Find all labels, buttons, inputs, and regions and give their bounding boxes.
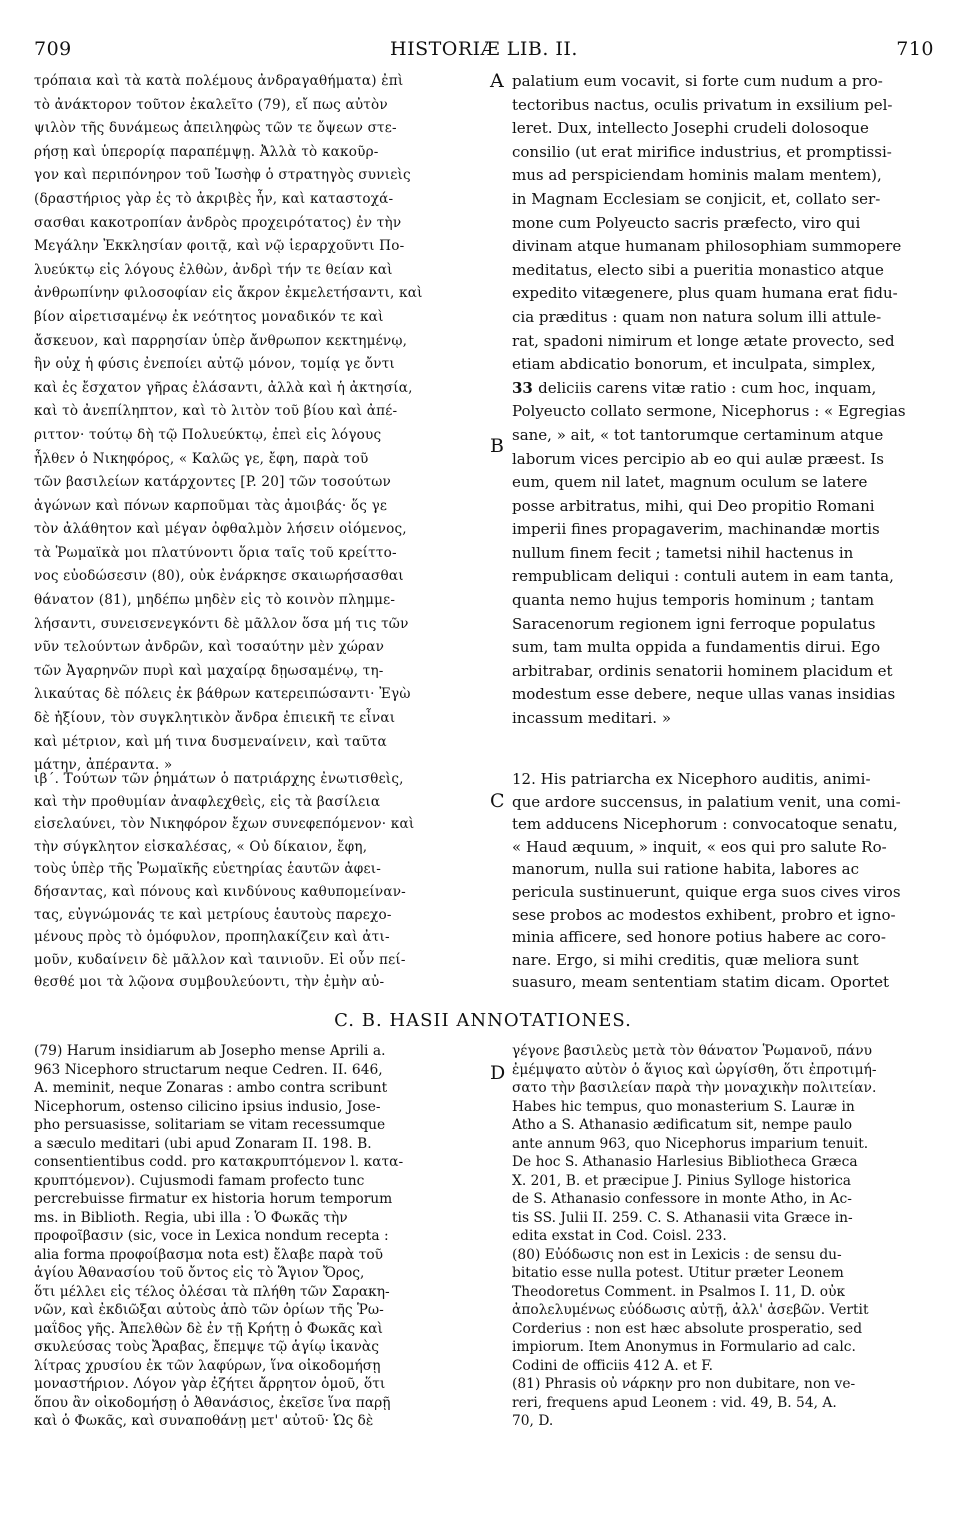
greek-text-line: θάνατον (81), μηδέπω μηδὲν εἰς τὸ κοινὸν πλημμε- xyxy=(34,592,396,609)
latin-text-line: sese probos ac modestos exhibent, probro et igno- xyxy=(512,905,896,924)
annotation-line: a sæculo meditari (ubi apud Zonaram II. 198. B. xyxy=(34,1135,372,1152)
greek-text-line: τῶν Ἀγαρηνῶν πυρὶ καὶ μαχαίρᾳ δῃωσαμένῳ, τη- xyxy=(34,662,384,679)
annotations-heading: C. B. HASII ANNOTATIONES. xyxy=(334,1010,632,1031)
greek-text-line: ἣν οὐχ ἡ φύσις ἐνεποίει αὐτῷ μόνον, τομίᾳ γε ὄντι xyxy=(34,356,395,373)
annotation-line: Theodoretus Comment. in Psalmos I. 11, D. οὐκ xyxy=(512,1283,846,1300)
annotation-line: ms. in Biblioth. Regia, ubi illa : Ὁ Φωκᾶς τὴν xyxy=(34,1209,348,1226)
latin-text-line: imperii fines propagaverim, machinandæ mortis xyxy=(512,520,880,539)
annotation-line: καὶ ὁ Φωκᾶς, καὶ συναποθάνῃ μετ' αὐτοῦ· Ὡς δὲ xyxy=(34,1413,374,1429)
annotation-line: (81) Phrasis οὐ νάρκην pro non dubitare, non ve- xyxy=(512,1376,856,1392)
annotation-line: tis SS. Julii II. 259. C. S. Athanasii vita Græce in- xyxy=(512,1209,853,1226)
latin-text-line: suasuro, meam sententiam statim dicam. Oportet xyxy=(512,973,890,992)
latin-text-line: sane, » ait, « tot tantorumque certaminum atque xyxy=(512,425,884,444)
annotation-line: Codini de officiis 412 A. et F. xyxy=(512,1357,714,1374)
greek-text-column-top xyxy=(34,70,486,778)
annotation-line: γέγονε βασιλεὺς μετὰ τὸν θάνατον Ῥωμανοῦ, πάνυ xyxy=(512,1043,873,1059)
latin-text-column-top xyxy=(512,70,934,731)
greek-text-line: τὸν ἀλάθητον καὶ μέγαν ὀφθαλμὸν λήσειν οἰόμενος, xyxy=(34,521,407,538)
latin-text-line: mone cum Polyeucto sacris præfecto, viro qui xyxy=(512,213,861,232)
greek-text-line: δήσαντας, καὶ πόνους καὶ κινδύνους καθυπομείναν- xyxy=(34,883,406,900)
greek-text-line: θεσθέ μοι τὰ λῷονα συμβουλεύοντι, τὴν ἐμὴν αὐ- xyxy=(34,974,385,991)
latin-text-line: expedito vitægenere, plus quam humana erat fidu- xyxy=(512,284,898,303)
annotation-line: Nicephorum, ostenso cilicino ipsius indusio, Jose- xyxy=(34,1098,381,1115)
annotation-line: 70, D. xyxy=(512,1413,554,1429)
latin-text-line: incassum meditari. » xyxy=(512,709,672,728)
latin-text-line: manorum, nulla sui ratione habita, labores ac xyxy=(512,860,860,879)
latin-text-line: 12. His patriarcha ex Nicephoro auditis, animi- xyxy=(512,770,871,788)
annotation-line: A. meminit, neque Zonaras : ambo contra scribunt xyxy=(34,1080,388,1096)
greek-text-line: καὶ μέτριον, καὶ μή τινα δυσμεναίνειν, καὶ ταῦτα xyxy=(34,733,387,750)
annotation-line: ante annum 963, quo Nicephorus imparium tenuit. xyxy=(512,1135,869,1152)
margin-marker-d: D xyxy=(490,1062,506,1084)
annotation-line: impiorum. Item Anonymus in Formulario ad calc. xyxy=(512,1339,856,1355)
latin-text-line: laborum vices percipio ab eo qui aulæ præest. Is xyxy=(512,449,884,468)
margin-marker-a: A xyxy=(490,70,504,92)
greek-text-line: ἄσκευον, καὶ παρρησίαν ὑπὲρ ἄνθρωπον κεκτημένῳ, xyxy=(34,332,408,349)
annotation-line: ἁγίου Ἀθανασίου τοῦ ὄντος εἰς τὸ Ἅγιον Ὄρος, xyxy=(34,1265,365,1281)
annotation-line: (80) Εὐόδωσις non est in Lexicis : de sensu du- xyxy=(512,1246,842,1263)
greek-text-line: (δραστήριος γὰρ ἐς τὸ ἀκριβὲς ἦν, καὶ καταστοχά- xyxy=(34,190,394,207)
greek-text-line: ριττον· τούτῳ δὴ τῷ Πολυεύκτῳ, ἐπεὶ εἰς λόγους xyxy=(34,426,382,443)
latin-text-line: Polyeucto collato sermone, Nicephorus : « Egregias xyxy=(512,402,906,421)
greek-text-line: ψιλὸν τῆς δυνάμεως ἀπειληφὼς τῶν τε ὄψεων στε- xyxy=(34,120,397,137)
greek-text-line: γον καὶ περιπόνηρον τοῦ Ἰωσὴφ ὁ στρατηγὸς συνιεὶς xyxy=(34,167,411,184)
latin-text-column-middle xyxy=(512,768,934,994)
annotation-line: consentientibus codd. pro κατακρυπτόμενον l. κατα- xyxy=(34,1154,404,1170)
greek-text-line: λυεύκτῳ εἰς λόγους ἐλθὼν, ἀνδρὶ τήν τε θείαν καὶ xyxy=(34,261,393,278)
latin-text-line: cia præditus : quam non natura solum illi attule- xyxy=(512,307,882,326)
annotation-line: X. 201, B. et præcipue J. Pinius Sylloge historica xyxy=(512,1172,852,1189)
annotation-line: Habes hic tempus, quo monasterium S. Lauræ in xyxy=(512,1098,855,1115)
annotation-line: προφοῖβασιν (sic, voce in Lexica nondum recepta : xyxy=(34,1228,389,1244)
greek-text-line: ρήσῃ καὶ ὑπερορίᾳ παραπέμψῃ. Ἀλλὰ τὸ κακοῦρ- xyxy=(34,143,379,160)
annotations-column-right xyxy=(512,1042,934,1431)
greek-text-line: τρόπαια καὶ τὰ κατὰ πολέμους ἀνδραγαθήματα) ἐπὶ xyxy=(34,73,404,89)
greek-text-line: τῶν βασιλείων κατάρχοντες [P. 20] τῶν τοσούτων xyxy=(34,474,391,491)
annotation-line: ὅπου ἂν οἰκοδομήσῃ ὁ Ἀθανάσιος, ἐκεῖσε ἵνα παρῇ xyxy=(34,1394,391,1411)
latin-text-line: quanta nemo hujus temporis hominum ; tantam xyxy=(512,591,875,610)
greek-text-line: ἀνθρωπίνην φιλοσοφίαν εἰς ἄκρον ἐκμελετήσαντι, καὶ xyxy=(34,285,423,302)
annotation-line: σατο τὴν βασιλείαν παρὰ τὴν μοναχικὴν πολιτείαν. xyxy=(512,1080,877,1096)
greek-text-line: τὴν σύγκλητον εἰσκαλέσας, « Οὐ δίκαιον, ἔφη, xyxy=(34,838,368,855)
latin-text-line: palatium eum vocavit, si forte cum nudum a pro- xyxy=(512,72,883,90)
greek-text-line: ἀγώνων καὶ πόνων καρποῦμαι τὰς ἀμοιβάς· ὅς γε xyxy=(34,497,388,514)
latin-text-line: 33 deliciis carens vitæ ratio : cum hoc, inquam, xyxy=(512,378,877,397)
annotations-column-left xyxy=(34,1042,486,1431)
latin-text-line: tem adducens Nicephorum : convocatoque senatu, xyxy=(512,815,898,834)
latin-text-line: tectoribus nactus, oculis privatum in exsilium pel- xyxy=(512,95,893,114)
page-header xyxy=(34,38,934,64)
page-number-left: 709 xyxy=(34,38,72,60)
annotation-line: λίτρας χρυσίου ἐκ τῶν λαφύρων, ἵνα οἰκοδομήσῃ xyxy=(34,1357,381,1374)
greek-text-line: μένους πρὸς τὸ ὁμόφυλον, προπηλακίζειν καὶ ἀτι- xyxy=(34,929,390,946)
latin-text-line: eum, quem nil latet, magnum oculum se latere xyxy=(512,473,868,492)
greek-text-line: μάτην, ἀπέραντα. » xyxy=(34,757,173,774)
greek-text-line: καὶ ἐς ἔσχατον γῆρας ἐλάσαντι, ἀλλὰ καὶ ἡ ἀκτησία, xyxy=(34,379,413,396)
latin-text-line: nare. Ergo, si mihi creditis, quæ meliora sunt xyxy=(512,950,859,969)
annotation-line: Atho a S. Athanasio ædificatum sit, nempe paulo xyxy=(512,1117,853,1133)
latin-text-line: nullum finem fecit ; tametsi nihil hactenus in xyxy=(512,543,854,562)
annotation-line: μοναστήριον. Λόγον γὰρ ἐζήτει ἄρρητον ὁμοῦ, ὅτι xyxy=(34,1376,386,1392)
greek-text-line: τὸ ἀνάκτορον τοῦτον ἐκαλεῖτο (79), εἴ πως αὐτὸν xyxy=(34,96,388,113)
latin-text-line: que ardore succensus, in palatium venit, una comi- xyxy=(512,792,901,811)
greek-text-line: ιβ΄. Τούτων τῶν ῥημάτων ὁ πατριάρχης ἐνωτισθεὶς, xyxy=(34,771,404,787)
latin-text-line: sum, tam multa oppida a fundamentis dirui. Ego xyxy=(512,638,881,657)
latin-text-line: consilio (ut erat mirifice industrius, et promptissi- xyxy=(512,142,892,161)
annotation-line: pho persuasisse, solitariam se vitam recessumque xyxy=(34,1117,386,1133)
page-number-right: 710 xyxy=(896,38,934,60)
annotation-line: bitatio esse nulla potest. Utitur præter Leonem xyxy=(512,1265,844,1281)
annotation-line: ὅτι μέλλει εἰς τέλος ὀλέσαι τὰ πλήθη τῶν Σαρακη- xyxy=(34,1283,390,1300)
annotation-line: Corderius : non est hæc absolute prosperatio, sed xyxy=(512,1320,863,1337)
latin-text-line: mus ad perspiciendam hominis malam mentem), xyxy=(512,166,882,185)
margin-marker-c: C xyxy=(490,790,505,812)
latin-text-line: arbitrabar, ordinis senatorii hominem placidum et xyxy=(512,661,893,680)
greek-text-line: λήσαντι, συνεισενεγκόντι δὲ μᾶλλον ὅσα μή τις τῶν xyxy=(34,615,409,632)
greek-text-line: νος εὐοδώσεσιν (80), οὐκ ἐνάρκησε σκαιωρήσασθαι xyxy=(34,568,404,585)
annotation-line: ἐμέμψατο αὐτὸν ὁ ἅγιος καὶ ὠργίσθη, ὅτι ἐπροτιμή- xyxy=(512,1061,877,1078)
latin-text-line: rat, spadoni nimirum et longe ætate provecto, sed xyxy=(512,331,895,350)
latin-text-line: « Haud æquum, » inquit, « eos qui pro salute Ro- xyxy=(512,837,887,856)
annotation-line: edita exstat in Cod. Coisl. 233. xyxy=(512,1228,727,1244)
greek-text-line: τοὺς ὑπὲρ τῆς Ῥωμαϊκῆς εὐετηρίας ἑαυτῶν ἀφει- xyxy=(34,861,382,878)
annotation-line: κρυπτόμενον). Cujusmodi famam profecto tunc xyxy=(34,1172,365,1189)
greek-text-line: καὶ τὸ ἀνεπίληπτον, καὶ τὸ λιτὸν τοῦ βίου καὶ ἀπέ- xyxy=(34,403,398,420)
greek-text-line: λικαύτας δὲ πόλεις ἐκ βάθρων κατερειπώσαντι· Ἐγὼ xyxy=(34,686,411,703)
annotation-line: 963 Nicephoro structarum neque Cedren. II. 646, xyxy=(34,1061,383,1078)
greek-text-line: νῦν τελούντων ἀνδρῶν, καὶ τοσαύτην μὲν χώραν xyxy=(34,639,385,656)
annotation-line: percrebuisse firmatur ex historia horum temporum xyxy=(34,1191,393,1207)
greek-text-line: Μεγάλην Ἐκκλησίαν φοιτᾷ, καὶ νῷ ἱεραρχοῦντι Πο- xyxy=(34,238,405,255)
latin-text-line: pericula sustinuerunt, quique erga suos cives viros xyxy=(512,882,901,901)
annotation-line: ἀπολελυμένως εὐόδωσις αὐτῇ, ἀλλ' ἀσεβῶν. Vertit xyxy=(512,1302,869,1318)
latin-text-line: rempublicam deliqui : contuli autem in eam tanta, xyxy=(512,567,894,586)
section-number: 33 xyxy=(512,378,539,397)
greek-text-line: βίον αἱρετισαμένῳ ἐκ νεότητος μοναδικόν τε καὶ xyxy=(34,308,384,325)
margin-marker-b: B xyxy=(490,435,504,457)
annotation-line: σκυλεύσας τοὺς Ἄραβας, ἔπεμψε τῷ ἁγίῳ ἱκανὰς xyxy=(34,1339,379,1355)
latin-text-line: Saracenorum regionem igni ferroque populatus xyxy=(512,614,876,633)
annotation-line: reri, frequens apud Leonem : vid. 49, B. 54, A. xyxy=(512,1394,837,1411)
latin-text-line: meditatus, electo sibi a pueritia monastico atque xyxy=(512,260,884,279)
greek-text-line: τὰ Ῥωμαϊκὰ μοι πλατύνοντι ὅρια ταῖς τοῦ κρείττο- xyxy=(34,544,397,561)
latin-text-line: posse arbitratus, mihi, qui Deo propitio Romani xyxy=(512,496,875,515)
greek-text-line: δὲ ἠξίουν, τὸν συγκλητικὸν ἄνδρα ἐπιεικῆ τε εἶναι xyxy=(34,710,396,727)
greek-text-line: εἰσελαύνει, τὸν Νικηφόρον ἔχων συνεφεπόμενον· καὶ xyxy=(34,816,415,833)
latin-text-line: in Magnam Ecclesiam se conjicit, et, collato ser- xyxy=(512,189,881,208)
annotation-line: alia forma προφοίβασμα nota est) ἔλαβε παρὰ τοῦ xyxy=(34,1246,384,1263)
running-title: HISTORIÆ LIB. II. xyxy=(390,38,578,60)
latin-text-line: divinam atque humanam philosophiam summopere xyxy=(512,237,902,256)
latin-text-line: etiam abdicatio bonorum, et inculpata, simplex, xyxy=(512,355,876,374)
annotation-line: μαΐδος γῆς. Ἀπελθὼν δὲ ἐν τῇ Κρήτῃ ὁ Φωκᾶς καὶ xyxy=(34,1320,383,1337)
greek-text-line: τας, εὐγνώμονάς τε καὶ μετρίους ἑαυτοὺς παρεχο- xyxy=(34,906,392,923)
greek-text-line: ἦλθεν ὁ Νικηφόρος, « Καλῶς γε, ἔφη, παρὰ τοῦ xyxy=(34,450,369,467)
latin-text-line: leret. Dux, intellecto Josephi crudeli dolosoque xyxy=(512,119,869,138)
annotation-line: νῶν, καὶ ἐκδιῶξαι αὐτοὺς ἀπὸ τῶν ὁρίων τῆς Ῥω- xyxy=(34,1302,384,1318)
greek-text-line: σασθαι κακοτροπίαν ἀνδρὸς προχειρότατος) ἐν τὴν xyxy=(34,214,402,231)
latin-text-line: minia afficere, sed honore potius habere ac coro- xyxy=(512,928,886,947)
annotation-line: (79) Harum insidiarum ab Josepho mense Aprili a. xyxy=(34,1043,386,1059)
greek-text-line: καὶ τὴν προθυμίαν ἀναφλεχθεὶς, εἰς τὰ βασίλεια xyxy=(34,793,381,810)
latin-text-line: modestum esse debere, neque ullas vanas insidias xyxy=(512,685,896,704)
annotation-line: de S. Athanasio confessore in monte Atho, in Ac- xyxy=(512,1191,852,1207)
greek-text-line: μοῦν, κυδαίνειν δὲ μᾶλλον καὶ ταινιοῦν. Εἰ οὖν πεί- xyxy=(34,951,406,968)
annotation-line: De hoc S. Athanasio Harlesius Bibliotheca Græca xyxy=(512,1154,858,1170)
greek-text-column-middle xyxy=(34,768,486,994)
